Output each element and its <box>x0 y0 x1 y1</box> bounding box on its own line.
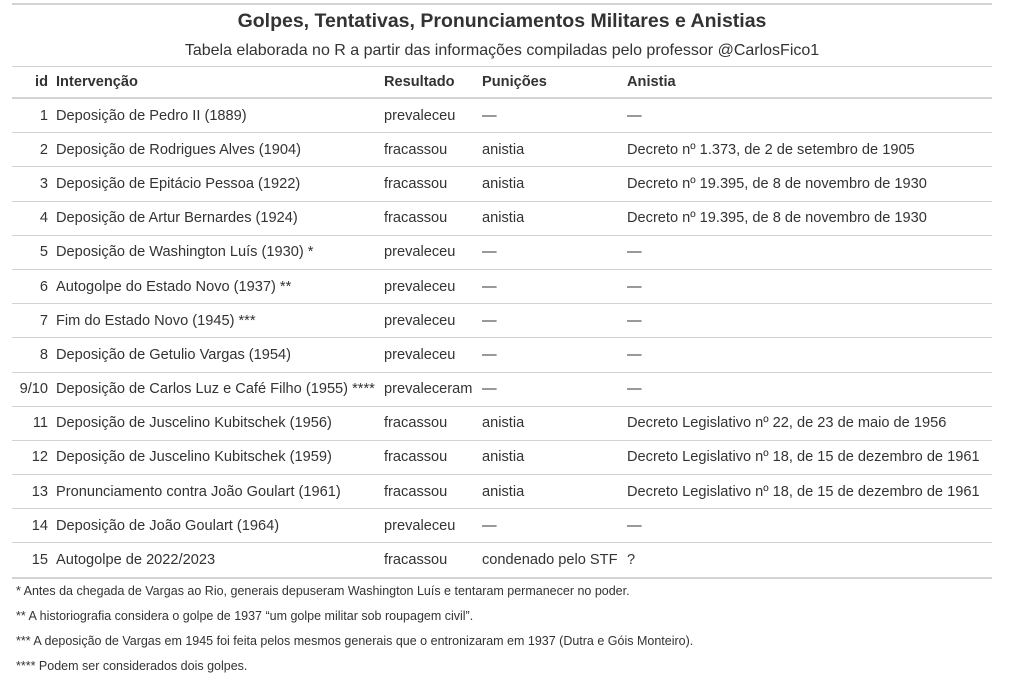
cell-intervencao: Autogolpe de 2022/2023 <box>52 543 380 578</box>
cell-resultado: fracassou <box>380 167 478 201</box>
coups-table <box>12 67 992 579</box>
cell-id: 4 <box>12 201 52 235</box>
cell-punicoes: — <box>478 372 623 406</box>
table-row <box>12 304 992 338</box>
footnote: * Antes da chegada de Vargas ao Rio, generais depuseram Washington Luís e tentaram permanecer no poder. <box>16 584 630 598</box>
cell-anistia: Decreto nº 1.373, de 2 de setembro de 1905 <box>623 133 992 167</box>
cell-id: 5 <box>12 235 52 269</box>
cell-resultado: prevaleceu <box>380 269 478 303</box>
cell-intervencao: Fim do Estado Novo (1945) *** <box>52 304 380 338</box>
cell-anistia: — <box>623 372 992 406</box>
cell-id: 8 <box>12 338 52 372</box>
cell-id: 7 <box>12 304 52 338</box>
footnote: *** A deposição de Vargas em 1945 foi feita pelos mesmos generais que o entronizaram em 1937 (Dutra e Góis Monteiro). <box>16 634 694 648</box>
cell-id: 1 <box>12 98 52 133</box>
column-header-punicoes: Punições <box>478 67 623 98</box>
table-row <box>12 509 992 543</box>
cell-anistia: Decreto nº 19.395, de 8 de novembro de 1930 <box>623 201 992 235</box>
cell-intervencao: Deposição de Epitácio Pessoa (1922) <box>52 167 380 201</box>
cell-resultado: prevaleceu <box>380 509 478 543</box>
footnote: **** Podem ser considerados dois golpes. <box>16 659 248 673</box>
header-row <box>12 67 992 98</box>
cell-id: 13 <box>12 475 52 509</box>
cell-resultado: prevaleceu <box>380 304 478 338</box>
cell-resultado: prevaleceram <box>380 372 478 406</box>
cell-intervencao: Autogolpe do Estado Novo (1937) ** <box>52 269 380 303</box>
cell-intervencao: Deposição de Artur Bernardes (1924) <box>52 201 380 235</box>
table-row <box>12 167 992 201</box>
cell-punicoes: anistia <box>478 440 623 474</box>
cell-punicoes: anistia <box>478 475 623 509</box>
cell-intervencao: Deposição de Washington Luís (1930) * <box>52 235 380 269</box>
footnote: ** A historiografia considera o golpe de 1937 “um golpe militar sob roupagem civil”. <box>16 609 474 623</box>
cell-anistia: Decreto Legislativo nº 18, de 15 de dezembro de 1961 <box>623 440 992 474</box>
cell-resultado: fracassou <box>380 475 478 509</box>
cell-intervencao: Deposição de Juscelino Kubitschek (1959) <box>52 440 380 474</box>
cell-anistia: — <box>623 338 992 372</box>
cell-intervencao: Deposição de Rodrigues Alves (1904) <box>52 133 380 167</box>
table-row <box>12 269 992 303</box>
table-row <box>12 201 992 235</box>
table-title: Golpes, Tentativas, Pronunciamentos Militares e Anistias <box>237 10 767 32</box>
cell-resultado: fracassou <box>380 440 478 474</box>
cell-id: 3 <box>12 167 52 201</box>
table-row <box>12 133 992 167</box>
cell-punicoes: — <box>478 98 623 133</box>
cell-anistia: ? <box>623 543 992 578</box>
table-row <box>12 338 992 372</box>
cell-punicoes: anistia <box>478 167 623 201</box>
cell-punicoes: — <box>478 304 623 338</box>
cell-anistia: — <box>623 269 992 303</box>
cell-intervencao: Deposição de Getulio Vargas (1954) <box>52 338 380 372</box>
cell-anistia: — <box>623 235 992 269</box>
cell-id: 9/10 <box>12 372 52 406</box>
cell-punicoes: anistia <box>478 133 623 167</box>
cell-punicoes: anistia <box>478 406 623 440</box>
cell-anistia: — <box>623 98 992 133</box>
cell-intervencao: Deposição de João Goulart (1964) <box>52 509 380 543</box>
cell-resultado: fracassou <box>380 201 478 235</box>
cell-intervencao: Pronunciamento contra João Goulart (1961) <box>52 475 380 509</box>
cell-punicoes: — <box>478 269 623 303</box>
cell-id: 11 <box>12 406 52 440</box>
column-header-resultado: Resultado <box>380 67 478 98</box>
cell-anistia: — <box>623 304 992 338</box>
cell-resultado: fracassou <box>380 133 478 167</box>
footnotes <box>16 582 996 682</box>
cell-punicoes: — <box>478 509 623 543</box>
cell-intervencao: Deposição de Pedro II (1889) <box>52 98 380 133</box>
table-row <box>12 406 992 440</box>
top-border <box>12 3 992 5</box>
cell-intervencao: Deposição de Carlos Luz e Café Filho (1955) **** <box>52 372 380 406</box>
cell-id: 15 <box>12 543 52 578</box>
cell-resultado: fracassou <box>380 406 478 440</box>
cell-punicoes: condenado pelo STF <box>478 543 623 578</box>
table-row <box>12 440 992 474</box>
cell-resultado: prevaleceu <box>380 338 478 372</box>
table-row <box>12 475 992 509</box>
cell-id: 14 <box>12 509 52 543</box>
cell-intervencao: Deposição de Juscelino Kubitschek (1956) <box>52 406 380 440</box>
column-header-id: id <box>12 67 52 98</box>
table-subtitle: Tabela elaborada no R a partir das informações compiladas pelo professor @CarlosFico1 <box>184 42 820 59</box>
cell-resultado: fracassou <box>380 543 478 578</box>
table-row <box>12 372 992 406</box>
cell-anistia: Decreto Legislativo nº 22, de 23 de maio de 1956 <box>623 406 992 440</box>
cell-anistia: Decreto nº 19.395, de 8 de novembro de 1930 <box>623 167 992 201</box>
cell-punicoes: — <box>478 338 623 372</box>
table-row <box>12 98 992 133</box>
table-row <box>12 543 992 578</box>
cell-anistia: Decreto Legislativo nº 18, de 15 de dezembro de 1961 <box>623 475 992 509</box>
column-header-anistia: Anistia <box>623 67 992 98</box>
cell-id: 2 <box>12 133 52 167</box>
cell-resultado: prevaleceu <box>380 235 478 269</box>
column-header-intervencao: Intervenção <box>52 67 380 98</box>
cell-punicoes: — <box>478 235 623 269</box>
cell-id: 6 <box>12 269 52 303</box>
cell-punicoes: anistia <box>478 201 623 235</box>
table-row <box>12 235 992 269</box>
table-body <box>12 98 992 578</box>
cell-resultado: prevaleceu <box>380 98 478 133</box>
cell-anistia: — <box>623 509 992 543</box>
cell-id: 12 <box>12 440 52 474</box>
